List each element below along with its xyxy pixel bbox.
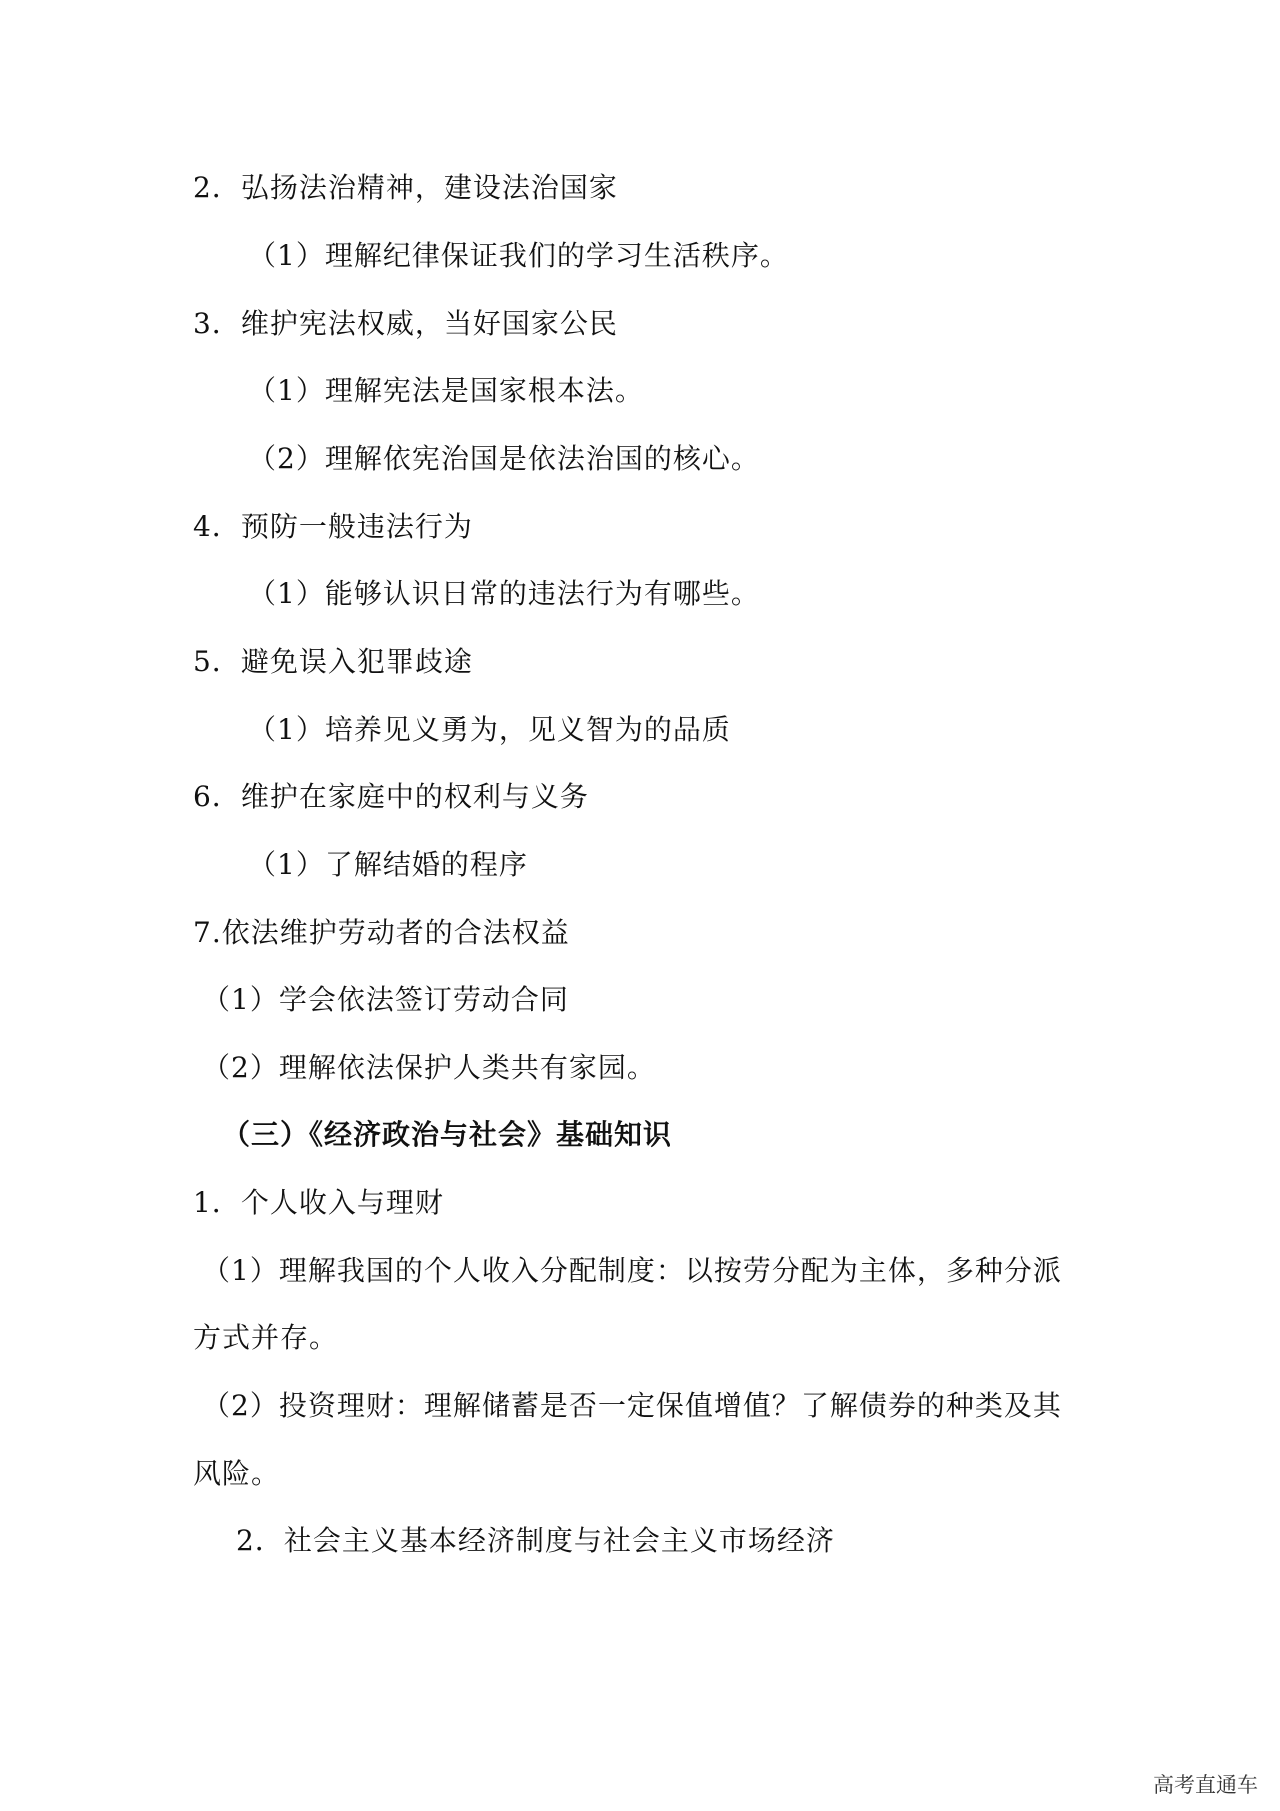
section-heading-6: 6．维护在家庭中的权利与义务 xyxy=(193,780,589,813)
list-item: （1）学会依法签订劳动合同 xyxy=(202,983,569,1016)
section-heading-1: 1．个人收入与理财 xyxy=(193,1186,444,1219)
list-item: （2）理解依法保护人类共有家园。 xyxy=(202,1051,656,1084)
list-item: （1）理解我国的个人收入分配制度：以按劳分配为主体，多种分派 xyxy=(202,1254,1062,1287)
list-item-continuation: 方式并存。 xyxy=(193,1321,339,1354)
section-heading-2: 2．弘扬法治精神，建设法治国家 xyxy=(193,171,618,204)
section-heading-4: 4．预防一般违法行为 xyxy=(193,510,473,543)
list-item: （1）理解宪法是国家根本法。 xyxy=(248,374,644,407)
section-heading-3: 3．维护宪法权威，当好国家公民 xyxy=(193,307,618,340)
list-item: （1）能够认识日常的违法行为有哪些。 xyxy=(248,577,760,610)
list-item-continuation: 风险。 xyxy=(193,1457,281,1490)
chapter-heading: （三）《经济政治与社会》基础知识 xyxy=(222,1118,673,1151)
list-item: （1）了解结婚的程序 xyxy=(248,848,528,881)
section-heading-7: 7.依法维护劳动者的合法权益 xyxy=(193,916,570,949)
list-item: （2）投资理财：理解储蓄是否一定保值增值？了解债券的种类及其 xyxy=(202,1389,1062,1422)
section-heading-5: 5．避免误入犯罪歧途 xyxy=(193,645,473,678)
watermark: 高考直通车 xyxy=(1153,1773,1258,1797)
list-item: （1）理解纪律保证我们的学习生活秩序。 xyxy=(248,239,789,272)
section-heading-2b: 2．社会主义基本经济制度与社会主义市场经济 xyxy=(236,1524,835,1557)
list-item: （1）培养见义勇为，见义智为的品质 xyxy=(248,713,731,746)
list-item: （2）理解依宪治国是依法治国的核心。 xyxy=(248,442,760,475)
